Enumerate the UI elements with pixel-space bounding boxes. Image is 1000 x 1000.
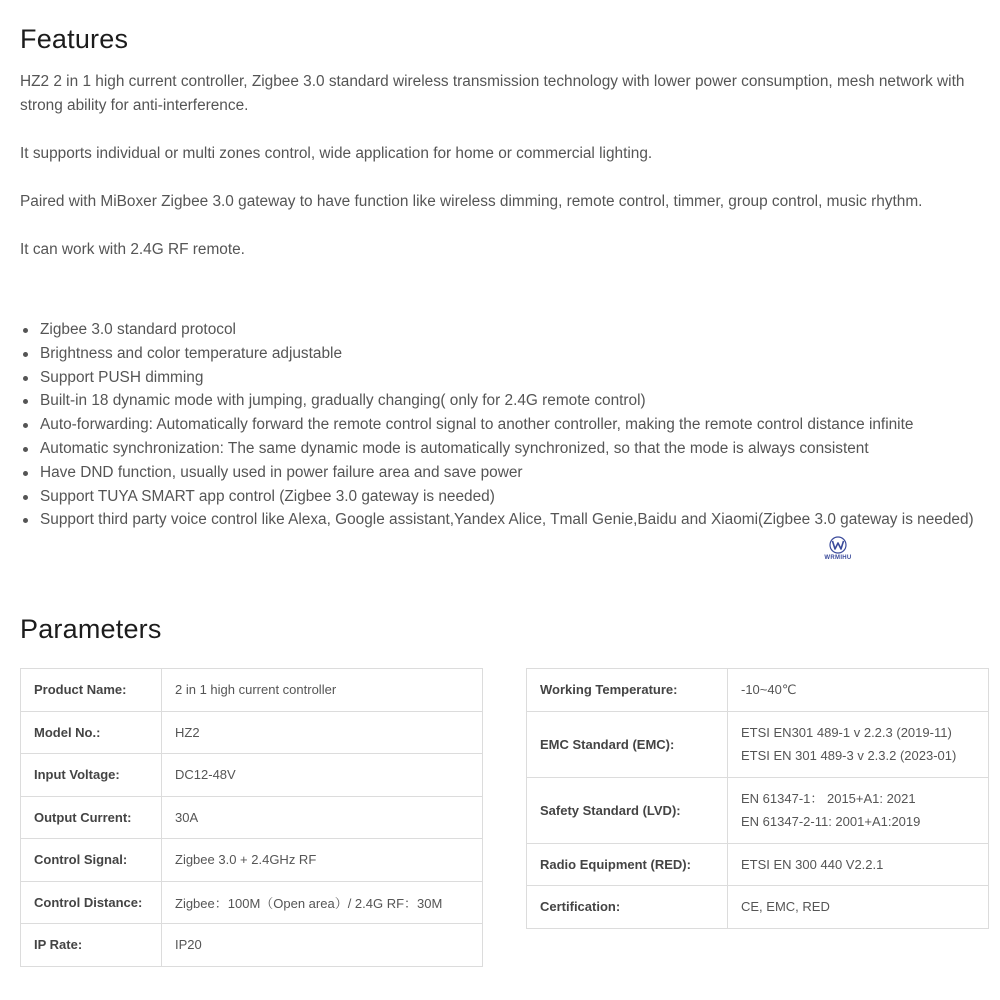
table-row [527,669,989,712]
param-value: 30A [162,796,483,839]
intro-paragraph: Paired with MiBoxer Zigbee 3.0 gateway to have function like wireless dimming, remote control, timmer, group control, music rhythm. [20,193,923,210]
param-value-line: EN 61347-1： 2015+A1: 2021 [741,790,916,806]
intro-paragraph: It can work with 2.4G RF remote. [20,241,245,258]
feature-item: Brightness and color temperature adjustable [20,342,985,366]
parameters-table-right [526,668,989,929]
param-label: EMC Standard (EMC): [527,711,728,777]
watermark-text: WRMIHU [824,555,852,561]
table-row [527,886,989,929]
table-row [21,839,483,882]
feature-item: Have DND function, usually used in power failure area and save power [20,461,985,485]
param-label: Control Signal: [21,839,162,882]
watermark-logo [818,536,858,564]
table-row [21,924,483,967]
table-row [527,711,989,777]
param-value: 2 in 1 high current controller [162,669,483,712]
param-label: Model No.: [21,711,162,754]
table-row [21,796,483,839]
param-value: ETSI EN 300 440 V2.2.1 [728,843,989,886]
param-value: IP20 [162,924,483,967]
param-label: Working Temperature: [527,669,728,712]
table-row [21,669,483,712]
feature-item: Automatic synchronization: The same dynamic mode is automatically synchronized, so that the mode is always consistent [20,437,985,461]
param-label: Output Current: [21,796,162,839]
feature-item: Support TUYA SMART app control (Zigbee 3.0 gateway is needed) [20,485,985,509]
parameters-heading: Parameters [20,614,162,644]
param-value: Zigbee 3.0 + 2.4GHz RF [162,839,483,882]
feature-item: Support third party voice control like Alexa, Google assistant,Yandex Alice, Tmall Genie,Baidu and Xiaomi(Zigbee 3.0 gateway is needed) [20,508,985,532]
param-label: Input Voltage: [21,754,162,797]
feature-item: Support PUSH dimming [20,366,985,390]
feature-item: Auto-forwarding: Automatically forward the remote control signal to another controller, making the remote control distance infinite [20,413,985,437]
table-row [527,777,989,843]
param-value: DC12-48V [162,754,483,797]
parameters-table-left [20,668,483,967]
wrmihu-logo-icon [829,536,847,554]
param-label: Product Name: [21,669,162,712]
param-label: Control Distance: [21,881,162,924]
param-value-line: EN 61347-2-11: 2001+A1:2019 [741,814,921,829]
param-value-line: ETSI EN 301 489-3 v 2.3.2 (2023-01) [741,748,957,763]
features-intro [20,70,985,286]
param-value-line: ETSI EN301 489-1 v 2.2.3 (2019-11) [741,724,952,740]
param-value [728,711,989,777]
intro-paragraph: HZ2 2 in 1 high current controller, Zigbee 3.0 standard wireless transmission technology with lower power consumption, mesh network with strong ability for anti-interference. [20,73,965,114]
param-label: IP Rate: [21,924,162,967]
param-label: Radio Equipment (RED): [527,843,728,886]
table-row [21,881,483,924]
feature-item: Zigbee 3.0 standard protocol [20,318,985,342]
intro-paragraph: It supports individual or multi zones control, wide application for home or commercial lighting. [20,145,653,162]
table-row [527,843,989,886]
feature-item: Built-in 18 dynamic mode with jumping, gradually changing( only for 2.4G remote control) [20,389,985,413]
features-list [20,318,985,532]
param-value [728,777,989,843]
features-heading: Features [20,24,129,54]
param-label: Certification: [527,886,728,929]
table-row [21,711,483,754]
param-value: CE, EMC, RED [728,886,989,929]
param-label: Safety Standard (LVD): [527,777,728,843]
table-row [21,754,483,797]
param-value: HZ2 [162,711,483,754]
param-value: -10~40℃ [728,669,989,712]
param-value: Zigbee：100M（Open area）/ 2.4G RF：30M [162,881,483,924]
